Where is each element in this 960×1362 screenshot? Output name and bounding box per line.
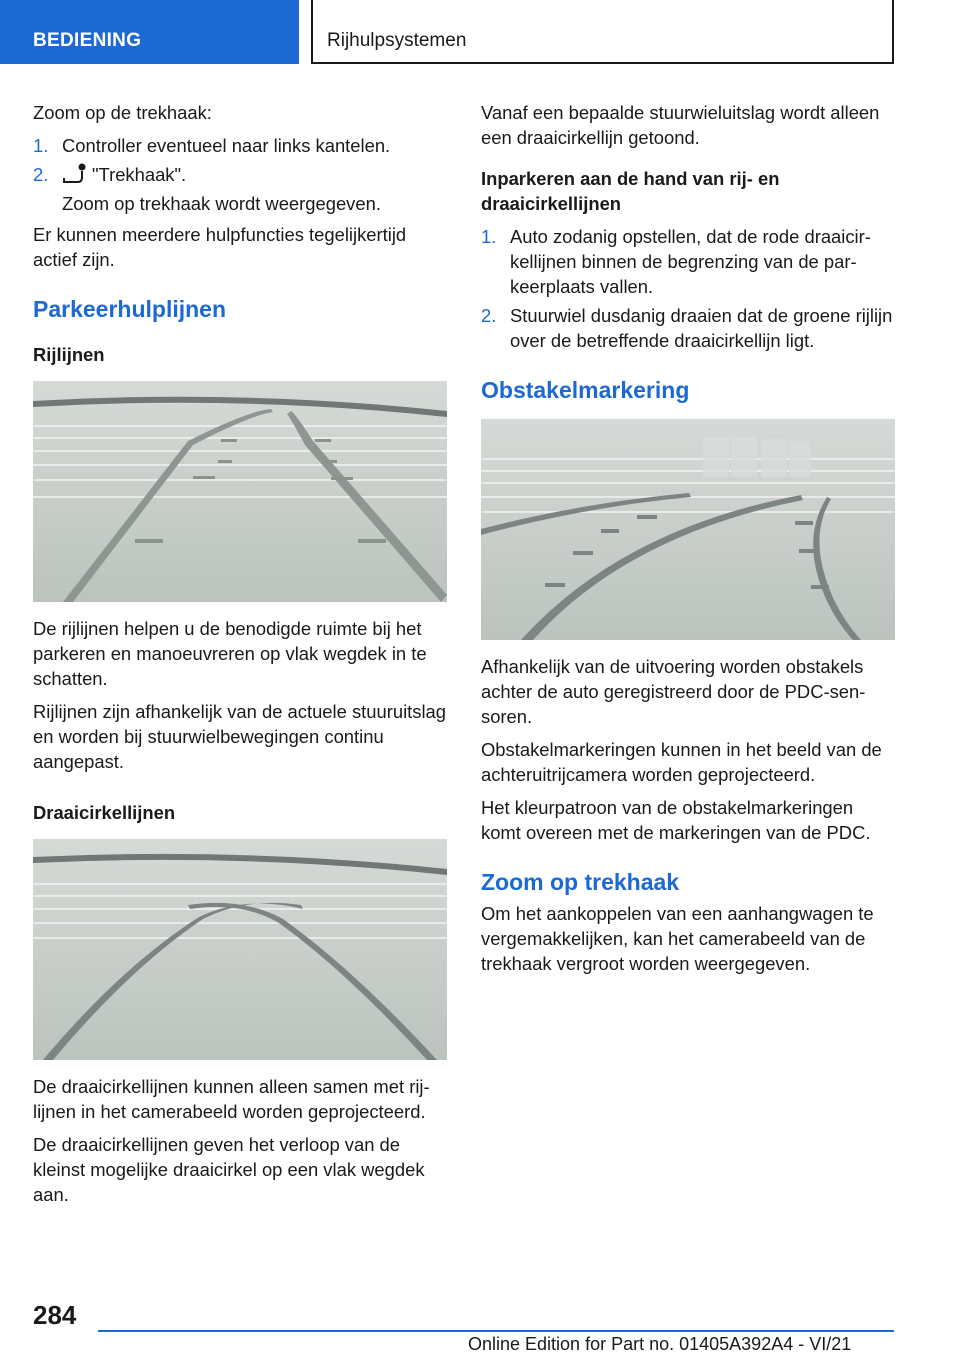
section-heading-obstakelmarkering: Obstakelmarkering	[481, 377, 690, 403]
rijlijnen-paragraph-2: Rijlijnen zijn afhankelijk van de actuele stuuruitslag en worden bij stuurwielbewegingen continu aangepast.	[33, 701, 446, 772]
zoom-intro: Zoom op de trekhaak:	[33, 102, 212, 123]
step-number: 2.	[481, 305, 497, 326]
step-text: Auto zodanig opstellen, dat de rode draaicirkellijnen binnen de begrenzing van de parkeerplaats vallen.	[510, 226, 871, 297]
section-label: BEDIENING	[33, 30, 142, 51]
subheading-rijlijnen: Rijlijnen	[33, 344, 105, 365]
section-heading-parkeerhulplijnen: Parkeerhulplijnen	[33, 296, 227, 322]
zoom-paragraph: Om het aankoppelen van een aanhangwagen te vergemakkelijken, kan het camerabeeld van de trekhaak vergroot worden weergegeven.	[481, 903, 874, 974]
step-item	[33, 133, 449, 158]
step-item	[481, 303, 897, 353]
footer-divider	[98, 1330, 894, 1332]
step-item	[33, 162, 449, 216]
subheading-draaicirkellijnen: Draaicirkellijnen	[33, 802, 176, 823]
chapter-title: Rijhulpsystemen	[327, 30, 467, 51]
right-column	[481, 100, 897, 984]
step-item	[481, 224, 897, 299]
step-number: 1.	[481, 226, 497, 247]
obstakel-paragraph-1: Afhankelijk van de uitvoering worden obstakels achter de auto geregistreerd door de PDC-sensoren.	[481, 656, 866, 727]
left-column	[33, 100, 449, 1215]
section-heading-zoom-op-trekhaak: Zoom op trekhaak	[481, 869, 680, 895]
zoom-steps	[33, 133, 449, 216]
edition-note: Online Edition for Part no. 01405A392A4 - VI/21	[468, 1334, 852, 1354]
draaicirkel-paragraph-2: De draaicirkellijnen geven het verloop van de kleinst mogelijke draaicirkel op een vlak wegdek aan.	[33, 1134, 425, 1205]
subheading-inparkeren: Inparkeren aan de hand van rij- en draaicirkellijnen	[481, 168, 780, 214]
page-number: 284	[33, 1300, 77, 1330]
step-number: 1.	[33, 135, 49, 156]
obstakelmarkering-illustration	[481, 419, 895, 640]
step-number: 2.	[33, 164, 49, 185]
inparkeren-steps	[481, 224, 897, 353]
draaicirkel-note: Vanaf een bepaalde stuurwieluitslag wordt alleen een draaicirkellijn getoond.	[481, 102, 880, 148]
step-text: "Trekhaak".	[92, 164, 187, 185]
rijlijnen-paragraph-1: De rijlijnen helpen u de benodigde ruimte bij het parkeren en manoeuvreren op vlak wegdek in te schatten.	[33, 618, 427, 689]
tow-hitch-icon	[62, 162, 86, 184]
draaicirkel-paragraph-1: De draaicirkellijnen kunnen alleen samen met rijlijnen in het camerabeeld worden geprojecteerd.	[33, 1076, 430, 1122]
rijlijnen-illustration	[33, 381, 447, 602]
draaicirkellijnen-illustration	[33, 839, 447, 1060]
step-result: Zoom op trekhaak wordt weergegeven.	[62, 193, 381, 214]
obstakel-paragraph-3: Het kleurpatroon van de obstakelmarkeringen komt overeen met de markeringen van de PDC.	[481, 797, 871, 843]
chapter-header	[311, 0, 894, 64]
step-text: Stuurwiel dusdanig draaien dat de groene rijlijn over de betreffende draaicirkellijn ligt.	[510, 305, 893, 351]
section-tab	[0, 0, 299, 64]
obstakel-paragraph-2: Obstakelmarkeringen kunnen in het beeld van de achteruitrijcamera worden geprojecteerd.	[481, 739, 882, 785]
step-text: Controller eventueel naar links kantelen.	[62, 135, 391, 156]
note-text: Er kunnen meerdere hulpfuncties tegelijkertijd actief zijn.	[33, 224, 407, 270]
